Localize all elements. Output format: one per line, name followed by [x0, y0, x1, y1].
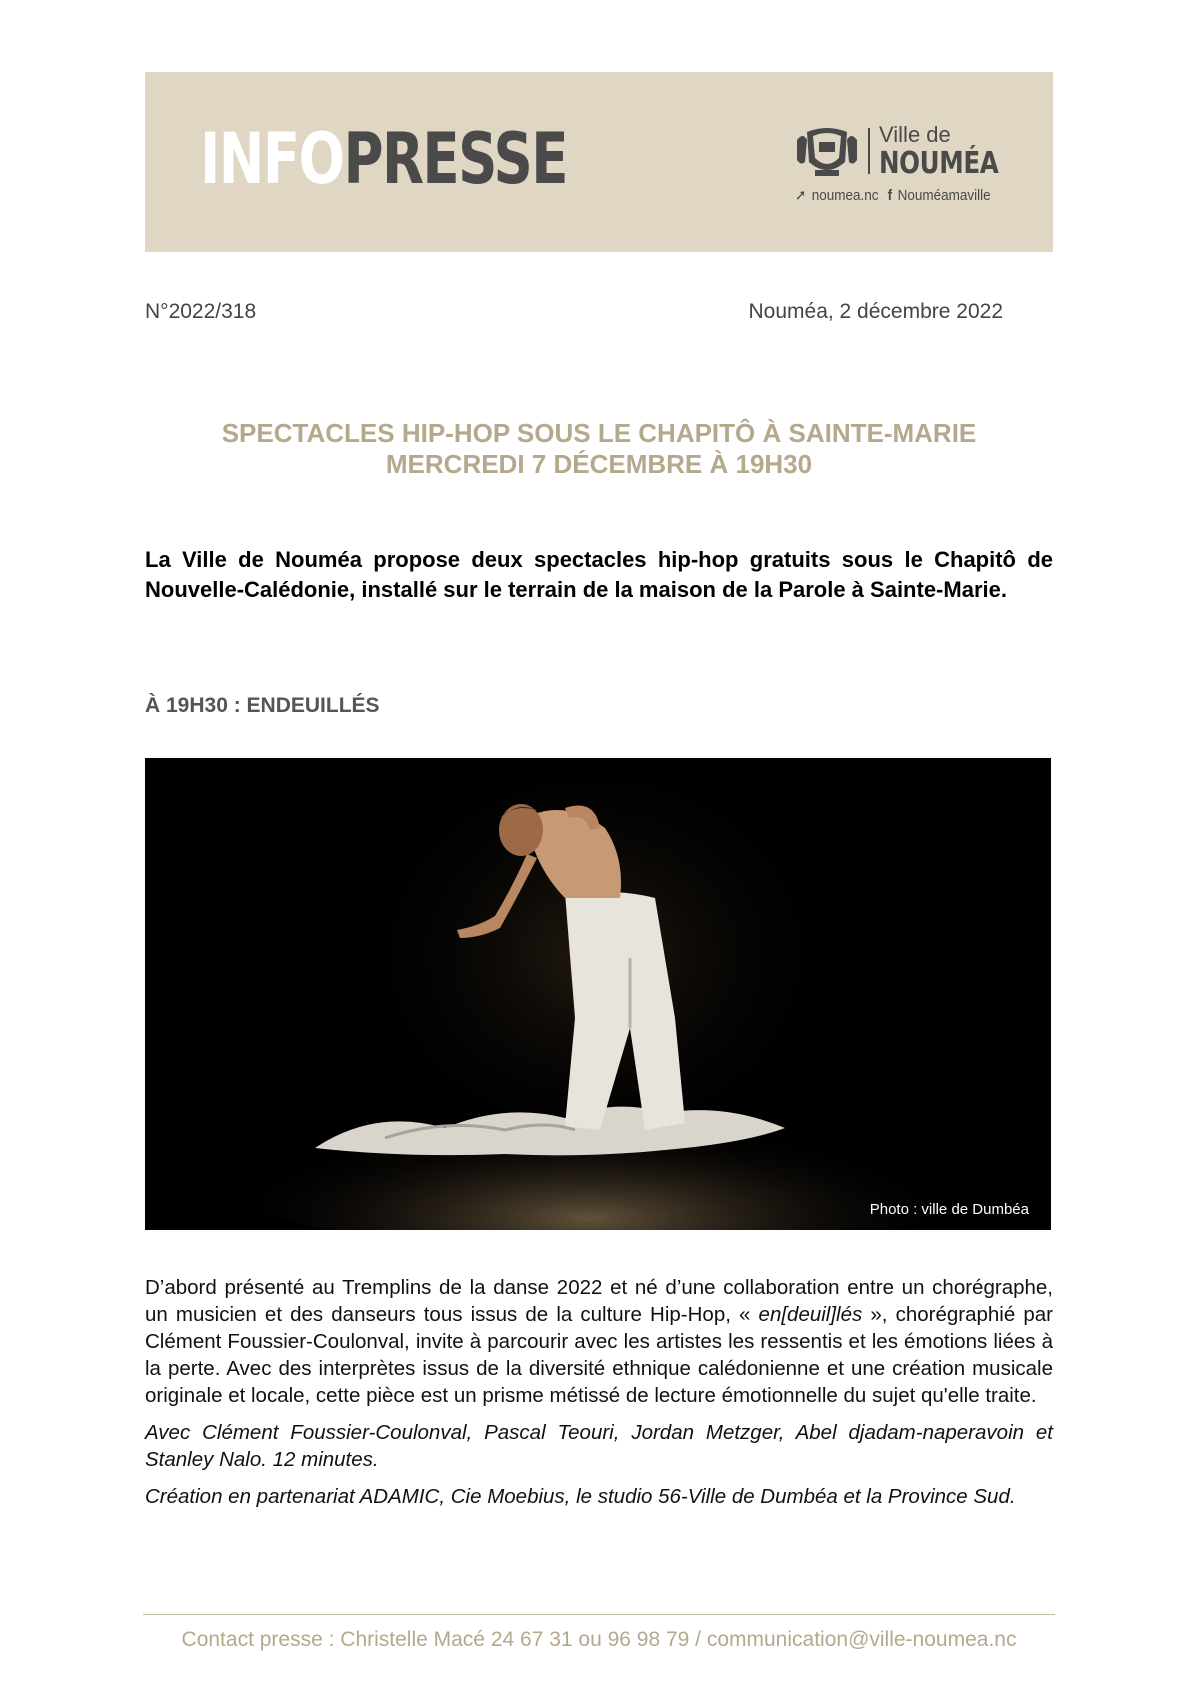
- header-banner: [145, 72, 1053, 252]
- logo-info-text: INFO: [200, 118, 344, 200]
- dancer-illustration: [145, 758, 1051, 1230]
- press-release-number: N°2022/318: [145, 300, 257, 323]
- title-line-2: MERCREDI 7 DÉCEMBRE À 19H30: [385, 449, 813, 479]
- body-paragraph-1: [145, 1274, 1053, 1409]
- photo-credit: Photo : ville de Dumbéa: [869, 1201, 1029, 1218]
- logo-noumea: NOUMÉA: [879, 146, 999, 181]
- city-crest-icon: [795, 122, 859, 180]
- p1-show-title: en[deuil]lés: [758, 1303, 863, 1326]
- page-title: [145, 418, 1053, 480]
- title-line-1: SPECTACLES HIP-HOP SOUS LE CHAPITÔ À SAINTE-MARIE: [221, 418, 977, 448]
- press-release-date: Nouméa, 2 décembre 2022: [748, 300, 1003, 323]
- facebook-icon: f: [887, 187, 893, 204]
- p1-text-end: », chorégraphié par Clément Foussier-Coulonval, invite à parcourir avec les artistes les ressentis et les émotions liées à la perte. Avec des interprètes issus de la diversité ethnique calédonienne et une création musicale originale et locale, cette pièce est un prisme métissé de lecture émotionnelle du sujet qu'elle traite.: [145, 1303, 1053, 1407]
- logo-presse-text: PRESSE: [343, 118, 567, 200]
- ville-de-noumea-logo[interactable]: [795, 122, 1005, 212]
- arrow-icon: ➚: [795, 187, 807, 204]
- site-link[interactable]: noumea.nc: [811, 187, 879, 204]
- section-heading: À 19H30 : ENDEUILLÉS: [145, 694, 380, 717]
- footer-divider: [143, 1614, 1055, 1615]
- body-paragraph-3: Création en partenariat ADAMIC, Cie Moebius, le studio 56-Ville de Dumbéa et la Province Sud.: [145, 1485, 1016, 1508]
- press-contact[interactable]: Contact presse : Christelle Macé 24 67 31 ou 96 98 79 / communication@ville-noumea.nc: [181, 1628, 1017, 1651]
- dancer-photo: [145, 758, 1051, 1230]
- facebook-link[interactable]: Nouméamaville: [897, 187, 991, 204]
- social-links: [795, 186, 996, 204]
- body-paragraph-2: Avec Clément Foussier-Coulonval, Pascal Teouri, Jordan Metzger, Abel djadam-naperavoin et Stanley Nalo. 12 minutes.: [145, 1421, 1053, 1471]
- lead-paragraph: La Ville de Nouméa propose deux spectacles hip-hop gratuits sous le Chapitô de Nouvelle-Calédonie, installé sur le terrain de la maison de la Parole à Sainte-Marie.: [145, 547, 1053, 602]
- body-text: [145, 1274, 1053, 1520]
- logo-divider: [868, 128, 870, 174]
- p1-text-start: D’abord présenté au Tremplins de la danse 2022 et né d’une collaboration entre un chorégraphe, un musicien et des danseurs tous issus de la culture Hip-Hop, «: [145, 1276, 1053, 1326]
- infopresse-logo: [200, 118, 567, 200]
- logo-ville-de: Ville de: [879, 122, 951, 147]
